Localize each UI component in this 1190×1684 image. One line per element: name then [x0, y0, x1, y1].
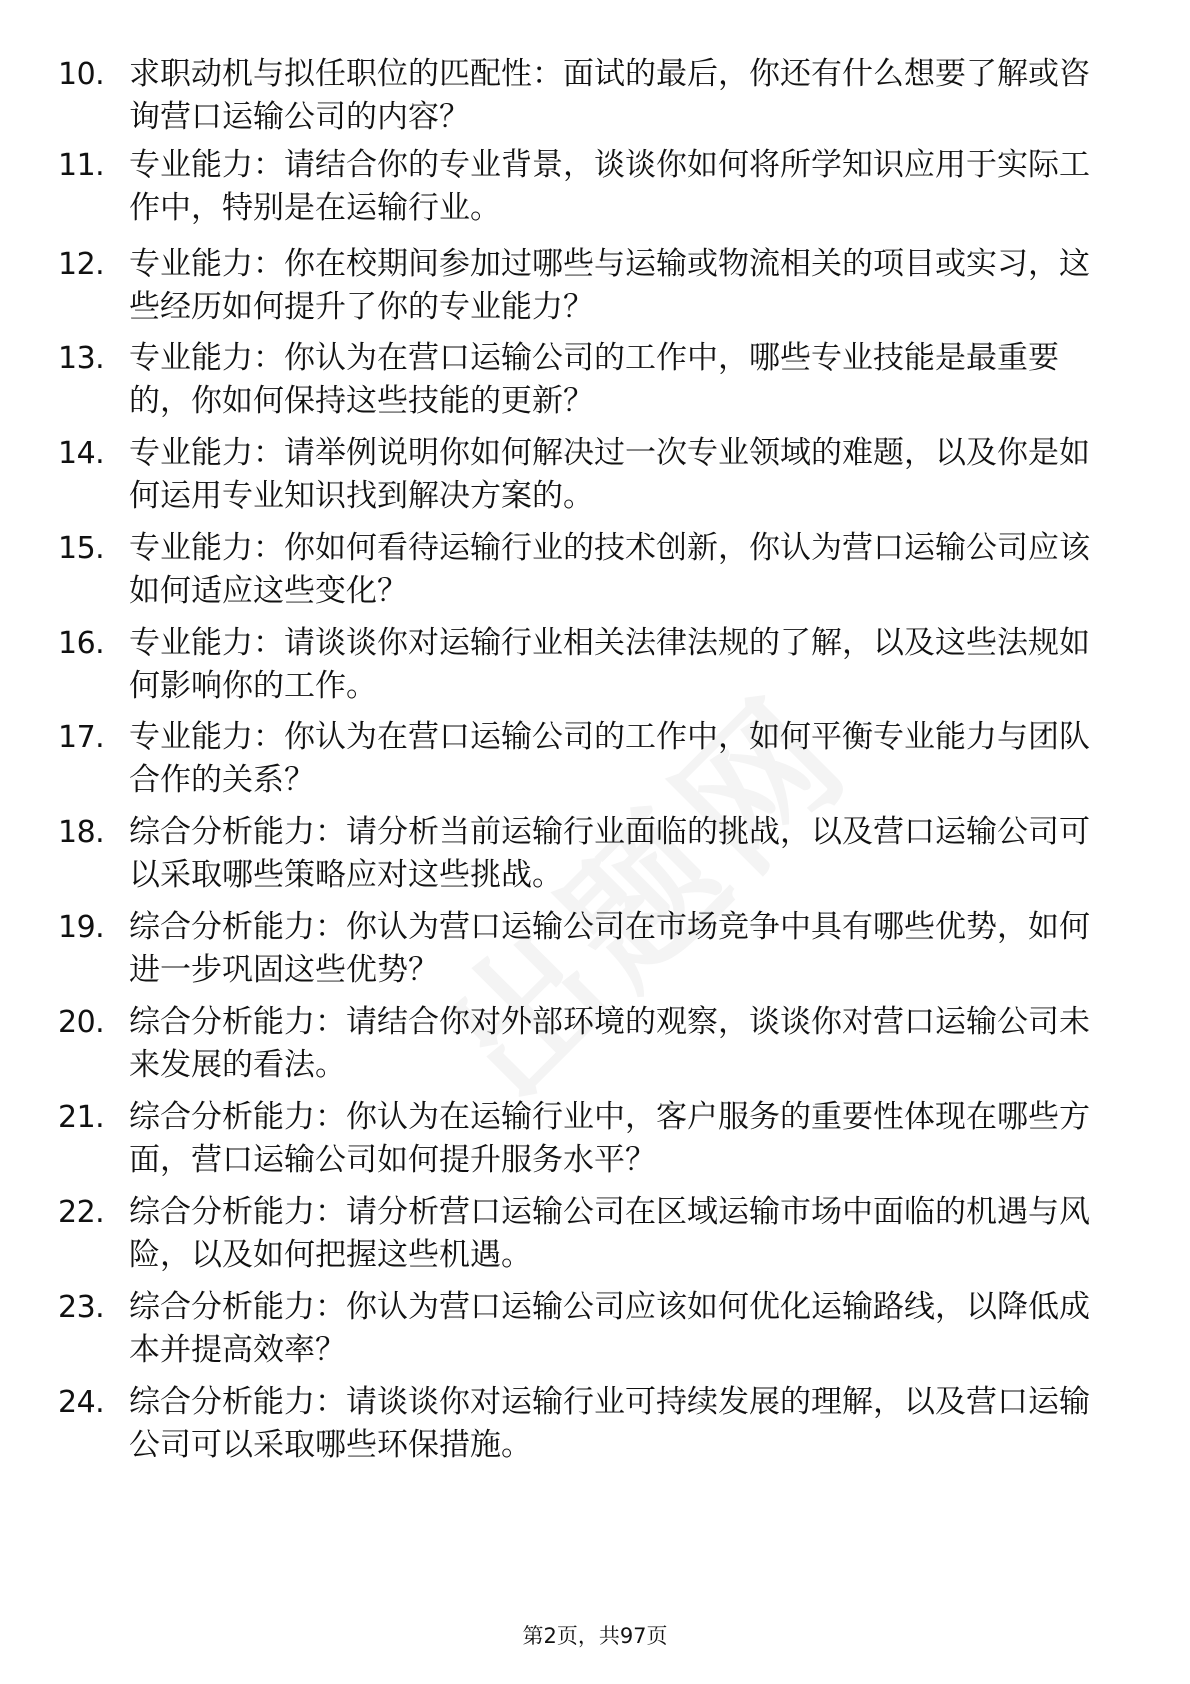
question-item: [0, 1286, 1190, 1386]
question-item: [0, 1191, 1190, 1291]
question-item: [0, 432, 1190, 532]
question-text: 专业能力：你认为在营口运输公司的工作中，如何平衡专业能力与团队合作的关系？: [129, 719, 1090, 798]
question-text: 综合分析能力：请结合你对外部环境的观察，谈谈你对营口运输公司未来发展的看法。: [129, 1004, 1090, 1083]
question-text: 综合分析能力：请分析当前运输行业面临的挑战，以及营口运输公司可以采取哪些策略应对这些挑战。: [129, 814, 1090, 893]
question-number: 20.: [58, 1005, 105, 1040]
question-text: 综合分析能力：你认为营口运输公司在市场竞争中具有哪些优势，如何进一步巩固这些优势？: [129, 909, 1090, 988]
question-number: 18.: [58, 815, 105, 850]
question-item: [0, 527, 1190, 627]
question-item: [0, 53, 1190, 153]
question-number: 19.: [58, 910, 105, 945]
question-number: 10.: [58, 57, 105, 92]
question-item: [0, 1096, 1190, 1196]
question-item: [0, 906, 1190, 1006]
question-number: 21.: [58, 1100, 105, 1135]
question-number: 14.: [58, 436, 105, 471]
question-item: [0, 243, 1190, 343]
question-number: 12.: [58, 247, 105, 282]
question-number: 13.: [58, 341, 105, 376]
question-text: 求职动机与拟任职位的匹配性：面试的最后，你还有什么想要了解或咨询营口运输公司的内容？: [129, 56, 1090, 135]
question-item: [0, 811, 1190, 911]
question-number: 11.: [58, 148, 105, 183]
question-text: 综合分析能力：你认为在运输行业中，客户服务的重要性体现在哪些方面，营口运输公司如何提升服务水平？: [129, 1099, 1090, 1178]
question-number: 24.: [58, 1385, 105, 1420]
question-number: 17.: [58, 720, 105, 755]
question-text: 专业能力：请举例说明你如何解决过一次专业领域的难题，以及你是如何运用专业知识找到解决方案的。: [129, 435, 1090, 514]
page-footer: [0, 1620, 1190, 1650]
question-text: 综合分析能力：请谈谈你对运输行业可持续发展的理解，以及营口运输公司可以采取哪些环保措施。: [129, 1384, 1090, 1463]
question-text: 专业能力：你如何看待运输行业的技术创新，你认为营口运输公司应该如何适应这些变化？: [129, 530, 1090, 609]
question-item: [0, 622, 1190, 722]
question-number: 23.: [58, 1290, 105, 1325]
question-text: 专业能力：请结合你的专业背景，谈谈你如何将所学知识应用于实际工作中，特别是在运输行业。: [129, 147, 1090, 226]
question-item: [0, 716, 1190, 816]
question-number: 16.: [58, 626, 105, 661]
question-item: [0, 1001, 1190, 1101]
question-text: 综合分析能力：你认为营口运输公司应该如何优化运输路线，以降低成本并提高效率？: [129, 1289, 1090, 1368]
page-number-label: 第2页，共97页: [522, 1624, 668, 1648]
question-number: 22.: [58, 1195, 105, 1230]
question-text: 专业能力：你在校期间参加过哪些与运输或物流相关的项目或实习，这些经历如何提升了你的专业能力？: [129, 246, 1090, 325]
question-number: 15.: [58, 531, 105, 566]
question-text: 专业能力：你认为在营口运输公司的工作中，哪些专业技能是最重要的，你如何保持这些技能的更新？: [129, 340, 1059, 419]
question-text: 专业能力：请谈谈你对运输行业相关法律法规的了解，以及这些法规如何影响你的工作。: [129, 625, 1090, 704]
question-text: 综合分析能力：请分析营口运输公司在区域运输市场中面临的机遇与风险，以及如何把握这些机遇。: [129, 1194, 1090, 1273]
question-item: [0, 337, 1190, 437]
question-item: [0, 144, 1190, 244]
question-item: [0, 1381, 1190, 1481]
